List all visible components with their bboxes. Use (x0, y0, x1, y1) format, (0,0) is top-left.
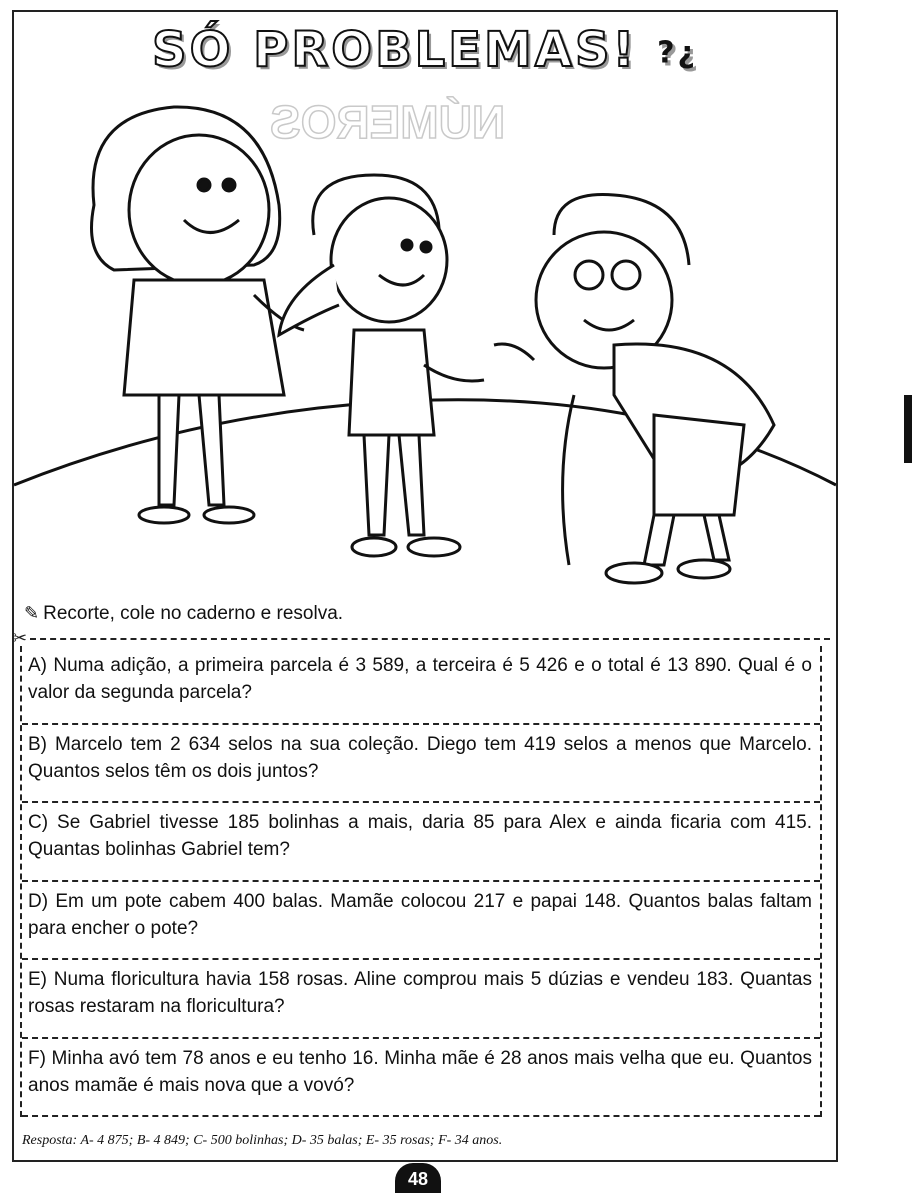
problem-b: B) Marcelo tem 2 634 selos na sua coleção. Diego tem 419 selos a menos que Marcelo. Quantos selos têm os dois juntos? (22, 725, 820, 804)
side-mark (904, 395, 912, 463)
pencil-icon: ✎ (24, 603, 40, 623)
girl-figure (279, 175, 484, 556)
scissors-icon: ✂ (12, 628, 28, 648)
page-number: 48 (395, 1163, 441, 1193)
grandmother-figure (494, 195, 774, 584)
problem-e: E) Numa floricultura havia 158 rosas. Aline comprou mais 5 dúzias e vendeu 183. Quantas rosas restaram na floricultura? (22, 960, 820, 1039)
instruction (24, 603, 343, 625)
page-title-text: SÓ PROBLEMAS! (152, 22, 638, 78)
instruction-text: Recorte, cole no caderno e resolva. (43, 603, 344, 624)
problem-a: A) Numa adição, a primeira parcela é 3 589, a terceira é 5 426 e o total é 13 890. Qual é o valor da segunda parcela? (22, 646, 820, 725)
illustration-woman-girl-grandmother (14, 95, 836, 595)
cut-line (30, 638, 830, 640)
watermark-text: NÚMEROS (270, 96, 506, 148)
problem-f: F) Minha avó tem 78 anos e eu tenho 16. Minha mãe é 28 anos mais velha que eu. Quantos anos mamãe é mais nova que a vovó? (22, 1039, 820, 1118)
woman-figure (92, 107, 305, 523)
page-title (0, 22, 850, 78)
problem-d: D) Em um pote cabem 400 balas. Mamãe colocou 217 e papai 148. Quantos balas faltam para encher o pote? (22, 882, 820, 961)
answer-key: Resposta: A- 4 875; B- 4 849; C- 500 bolinhas; D- 35 balas; E- 35 rosas; F- 34 anos. (22, 1133, 503, 1148)
title-decoration: ?¿ (657, 35, 698, 71)
problems-box (20, 646, 822, 1117)
problem-c: C) Se Gabriel tivesse 185 bolinhas a mais, daria 85 para Alex e ainda ficaria com 415. Quantas bolinhas Gabriel tem? (22, 803, 820, 882)
